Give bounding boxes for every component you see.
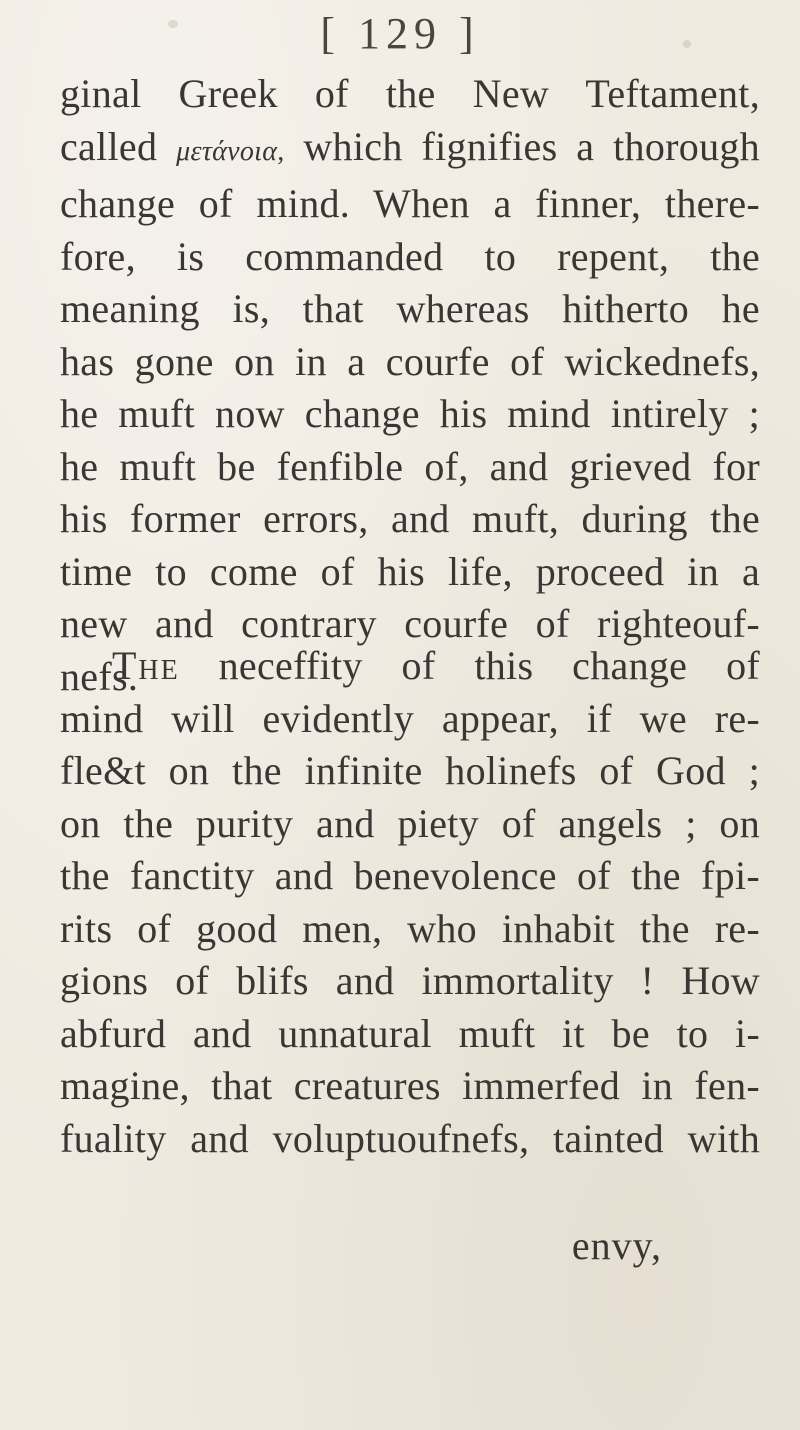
text-line: new and contrary courfe of righteouf-: [60, 601, 760, 646]
text-line: change of mind. When a finner, there-: [60, 181, 760, 226]
text-line: [60, 640, 760, 693]
text-line: he muft now change his mind intirely ;: [60, 391, 760, 436]
text-line: the fanctity and benevolence of the fpi-: [60, 853, 760, 898]
text-line: rits of good men, who inhabit the re-: [60, 905, 760, 951]
text-fragment: which fignifies a thorough: [303, 123, 760, 169]
text-line: ginal Greek of the New Teftament,: [60, 71, 760, 116]
text-line: time to come of his life, proceed in a: [60, 548, 760, 594]
text-line: fle&t on the infinite holinefs of God ;: [60, 748, 760, 793]
text-fragment: neceffity of this change of: [218, 643, 760, 688]
paragraph-lead-word: The: [112, 643, 180, 688]
text-fragment: called: [60, 123, 158, 169]
text-line: meaning is, that whereas hitherto he: [60, 286, 760, 331]
greek-word: μετάνοια,: [176, 135, 285, 167]
text-line: abfurd and unnatural muft it be to i-: [60, 1010, 760, 1056]
text-line: his former errors, and muft, during the: [60, 496, 760, 541]
text-line: [60, 121, 760, 179]
paragraph-necessity-of-change: [60, 640, 760, 1165]
paragraph-repentance-definition: [60, 68, 760, 703]
text-line: on the purity and piety of angels ; on: [60, 800, 760, 846]
text-line: gions of blifs and immortality ! How: [60, 958, 760, 1003]
text-line: fore, is commanded to repent, the: [60, 233, 760, 279]
text-line: fuality and voluptuoufnefs, tainted with: [60, 1115, 760, 1161]
text-line: he muft be fenfible of, and grieved for: [60, 443, 760, 489]
page-number: [ 129 ]: [320, 9, 480, 58]
text-line: mind will evidently appear, if we re-: [60, 695, 760, 741]
text-line: nefs.: [60, 653, 139, 699]
catchword: envy,: [571, 1223, 662, 1268]
text-line: has gone on in a courfe of wickednefs,: [60, 338, 760, 384]
text-line: magine, that creatures immerfed in fen-: [60, 1063, 760, 1108]
